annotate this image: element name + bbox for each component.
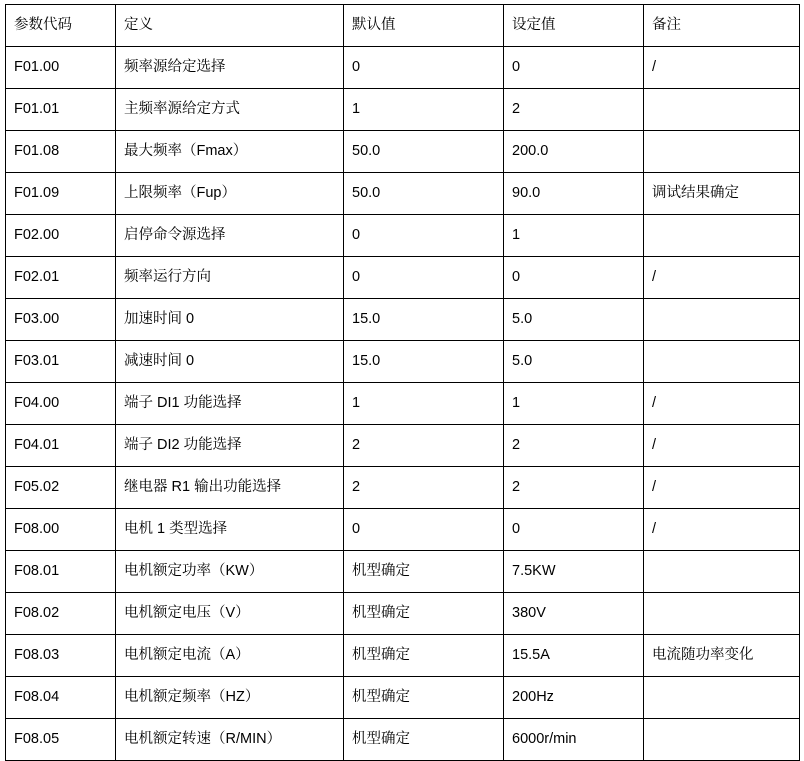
cell-definition: 最大频率（Fmax） — [116, 131, 344, 173]
cell-definition: 电机额定功率（KW） — [116, 551, 344, 593]
table-row — [6, 551, 800, 593]
cell-parameter-code: F02.01 — [6, 257, 116, 299]
cell-setting-value: 5.0 — [504, 341, 644, 383]
column-header-default: 默认值 — [344, 5, 504, 47]
cell-remark — [644, 89, 800, 131]
cell-setting-value: 6000r/min — [504, 719, 644, 761]
table-row — [6, 383, 800, 425]
cell-setting-value: 1 — [504, 383, 644, 425]
cell-setting-value: 200.0 — [504, 131, 644, 173]
column-header-remark: 备注 — [644, 5, 800, 47]
column-header-setting: 设定值 — [504, 5, 644, 47]
cell-definition: 电机 1 类型选择 — [116, 509, 344, 551]
table-row — [6, 89, 800, 131]
table-row — [6, 719, 800, 761]
cell-remark: / — [644, 257, 800, 299]
cell-setting-value: 1 — [504, 215, 644, 257]
cell-definition: 加速时间 0 — [116, 299, 344, 341]
cell-parameter-code: F01.00 — [6, 47, 116, 89]
cell-default-value: 机型确定 — [344, 551, 504, 593]
table-row — [6, 173, 800, 215]
cell-default-value: 0 — [344, 47, 504, 89]
column-header-definition: 定义 — [116, 5, 344, 47]
cell-default-value: 50.0 — [344, 131, 504, 173]
cell-definition: 频率源给定选择 — [116, 47, 344, 89]
cell-setting-value: 0 — [504, 47, 644, 89]
cell-setting-value: 0 — [504, 257, 644, 299]
cell-definition: 电机额定频率（HZ） — [116, 677, 344, 719]
table-row — [6, 593, 800, 635]
table-header-row — [6, 5, 800, 47]
cell-setting-value: 2 — [504, 425, 644, 467]
cell-remark: / — [644, 425, 800, 467]
cell-parameter-code: F05.02 — [6, 467, 116, 509]
cell-setting-value: 5.0 — [504, 299, 644, 341]
cell-definition: 频率运行方向 — [116, 257, 344, 299]
cell-remark: / — [644, 467, 800, 509]
table-row — [6, 215, 800, 257]
cell-parameter-code: F08.01 — [6, 551, 116, 593]
cell-remark — [644, 299, 800, 341]
cell-remark: 调试结果确定 — [644, 173, 800, 215]
table-row — [6, 257, 800, 299]
cell-parameter-code: F03.00 — [6, 299, 116, 341]
cell-remark — [644, 593, 800, 635]
cell-parameter-code: F08.00 — [6, 509, 116, 551]
cell-parameter-code: F08.04 — [6, 677, 116, 719]
cell-definition: 电机额定电压（V） — [116, 593, 344, 635]
cell-remark: / — [644, 509, 800, 551]
cell-definition: 继电器 R1 输出功能选择 — [116, 467, 344, 509]
cell-setting-value: 2 — [504, 89, 644, 131]
cell-parameter-code: F03.01 — [6, 341, 116, 383]
table-row — [6, 677, 800, 719]
cell-definition: 启停命令源选择 — [116, 215, 344, 257]
table-row — [6, 47, 800, 89]
table-row — [6, 341, 800, 383]
cell-parameter-code: F02.00 — [6, 215, 116, 257]
cell-remark — [644, 131, 800, 173]
cell-default-value: 0 — [344, 257, 504, 299]
cell-parameter-code: F01.08 — [6, 131, 116, 173]
table-header — [6, 5, 800, 47]
cell-setting-value: 7.5KW — [504, 551, 644, 593]
cell-remark: / — [644, 383, 800, 425]
cell-parameter-code: F08.02 — [6, 593, 116, 635]
column-header-code: 参数代码 — [6, 5, 116, 47]
cell-remark — [644, 215, 800, 257]
cell-default-value: 2 — [344, 467, 504, 509]
cell-parameter-code: F08.05 — [6, 719, 116, 761]
table-row — [6, 635, 800, 677]
cell-remark: 电流随功率变化 — [644, 635, 800, 677]
cell-default-value: 机型确定 — [344, 677, 504, 719]
cell-setting-value: 15.5A — [504, 635, 644, 677]
cell-remark: / — [644, 47, 800, 89]
table-row — [6, 467, 800, 509]
cell-remark — [644, 341, 800, 383]
cell-default-value: 1 — [344, 383, 504, 425]
cell-definition: 电机额定转速（R/MIN） — [116, 719, 344, 761]
cell-remark — [644, 719, 800, 761]
cell-definition: 主频率源给定方式 — [116, 89, 344, 131]
cell-setting-value: 200Hz — [504, 677, 644, 719]
table-row — [6, 509, 800, 551]
cell-setting-value: 2 — [504, 467, 644, 509]
cell-default-value: 2 — [344, 425, 504, 467]
cell-definition: 端子 DI2 功能选择 — [116, 425, 344, 467]
cell-default-value: 50.0 — [344, 173, 504, 215]
cell-parameter-code: F04.00 — [6, 383, 116, 425]
cell-default-value: 15.0 — [344, 341, 504, 383]
cell-remark — [644, 677, 800, 719]
table-row — [6, 299, 800, 341]
cell-remark — [644, 551, 800, 593]
cell-definition: 减速时间 0 — [116, 341, 344, 383]
cell-parameter-code: F01.01 — [6, 89, 116, 131]
cell-parameter-code: F01.09 — [6, 173, 116, 215]
cell-default-value: 机型确定 — [344, 635, 504, 677]
cell-default-value: 机型确定 — [344, 719, 504, 761]
cell-default-value: 15.0 — [344, 299, 504, 341]
cell-parameter-code: F08.03 — [6, 635, 116, 677]
cell-setting-value: 90.0 — [504, 173, 644, 215]
cell-setting-value: 380V — [504, 593, 644, 635]
cell-default-value: 0 — [344, 215, 504, 257]
cell-setting-value: 0 — [504, 509, 644, 551]
cell-definition: 上限频率（Fup） — [116, 173, 344, 215]
table-row — [6, 131, 800, 173]
cell-definition: 电机额定电流（A） — [116, 635, 344, 677]
table-body — [6, 47, 800, 761]
parameter-table — [5, 4, 800, 761]
table-row — [6, 425, 800, 467]
cell-parameter-code: F04.01 — [6, 425, 116, 467]
cell-definition: 端子 DI1 功能选择 — [116, 383, 344, 425]
cell-default-value: 机型确定 — [344, 593, 504, 635]
cell-default-value: 1 — [344, 89, 504, 131]
cell-default-value: 0 — [344, 509, 504, 551]
